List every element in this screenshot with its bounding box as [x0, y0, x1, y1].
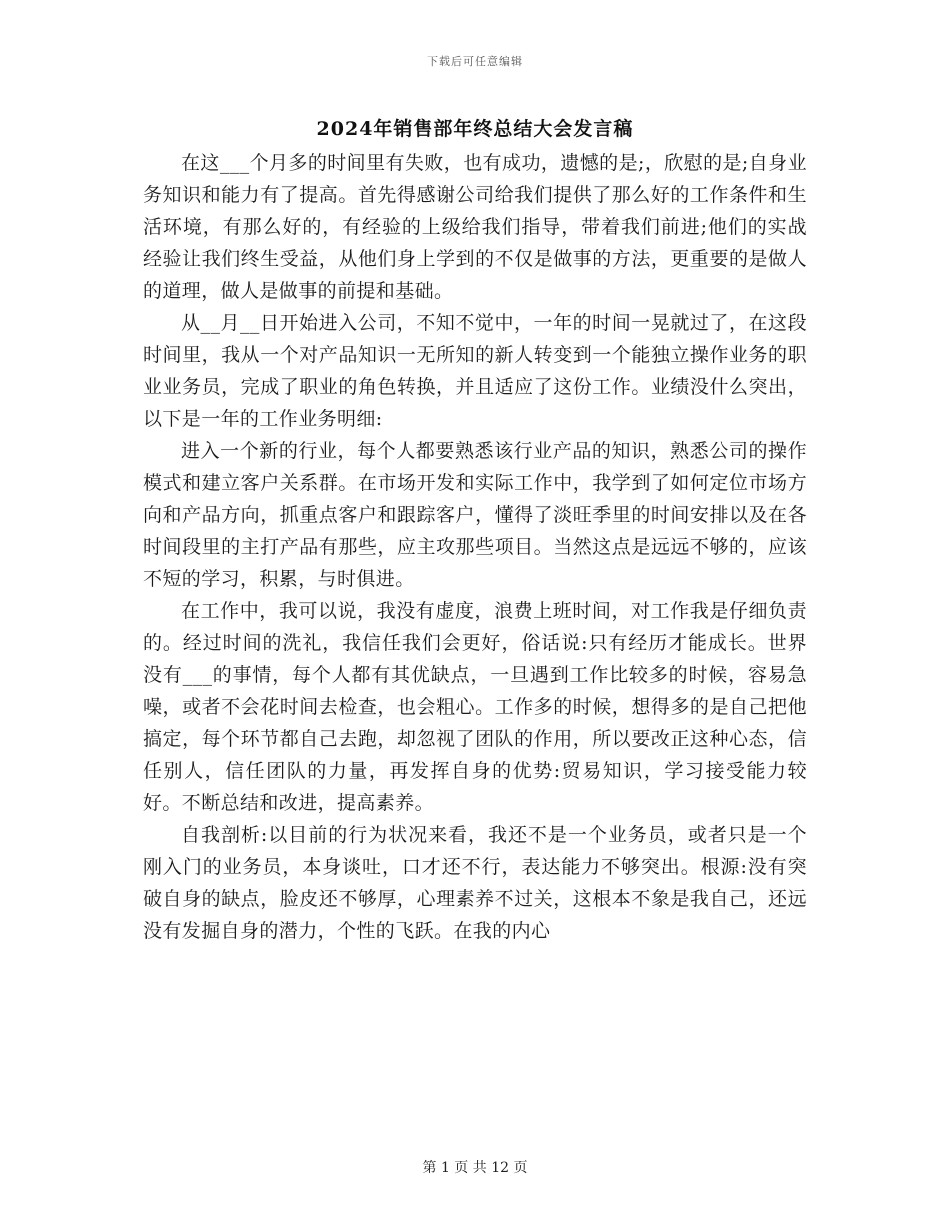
page-header-note: 下载后可任意编辑 — [427, 55, 523, 68]
body-paragraph-1: 在这___个月多的时间里有失败，也有成功，遗憾的是;，欣慰的是;自身业务知识和能力有了提高。首先得感谢公司给我们提供了那么好的工作条件和生活环境，有那么好的，有经验的上级给我们指导，带着我们前进;他们的实战经验让我们终生受益，从他们身上学到的不仅是做事的方法，更重要的是做人的道理，做人是做事的前提和基础。 — [143, 152, 807, 302]
document-body — [143, 147, 807, 947]
document-title: 2024年销售部年终总结大会发言稿 — [316, 118, 634, 140]
body-paragraph-3: 进入一个新的行业，每个人都要熟悉该行业产品的知识，熟悉公司的操作模式和建立客户关系群。在市场开发和实际工作中，我学到了如何定位市场方向和产品方向，抓重点客户和跟踪客户，懂得了淡旺季里的时间安排以及在各时间段里的主打产品有那些，应主攻那些项目。当然这点是远远不够的，应该不短的学习，积累，与时俱进。 — [143, 440, 807, 590]
body-paragraph-2: 从__月__日开始进入公司，不知不觉中，一年的时间一晃就过了，在这段时间里，我从一个对产品知识一无所知的新人转变到一个能独立操作业务的职业业务员，完成了职业的角色转换，并且适应了这份工作。业绩没什么突出，以下是一年的工作业务明细: — [143, 312, 807, 430]
page-number: 第 1 页 共 12 页 — [422, 1160, 528, 1176]
body-paragraph-5: 自我剖析:以目前的行为状况来看，我还不是一个业务员，或者只是一个刚入门的业务员，本身谈吐，口才还不行，表达能力不够突出。根源:没有突破自身的缺点，脸皮还不够厚，心理素养不过关，这根本不象是我自己，还远没有发掘自身的潜力，个性的飞跃。在我的内心 — [143, 824, 807, 942]
body-paragraph-4: 在工作中，我可以说，我没有虚度，浪费上班时间，对工作我是仔细负责的。经过时间的洗礼，我信任我们会更好，俗话说:只有经历才能成长。世界没有___的事情，每个人都有其优缺点，一旦遇到工作比较多的时候，容易急噪，或者不会花时间去检查，也会粗心。工作多的时候，想得多的是自己把他搞定，每个环节都自己去跑，却忽视了团队的作用，所以要改正这种心态，信任别人，信任团队的力量，再发挥自身的优势:贸易知识，学习接受能力较好。不断总结和改进，提高素养。 — [143, 600, 807, 814]
